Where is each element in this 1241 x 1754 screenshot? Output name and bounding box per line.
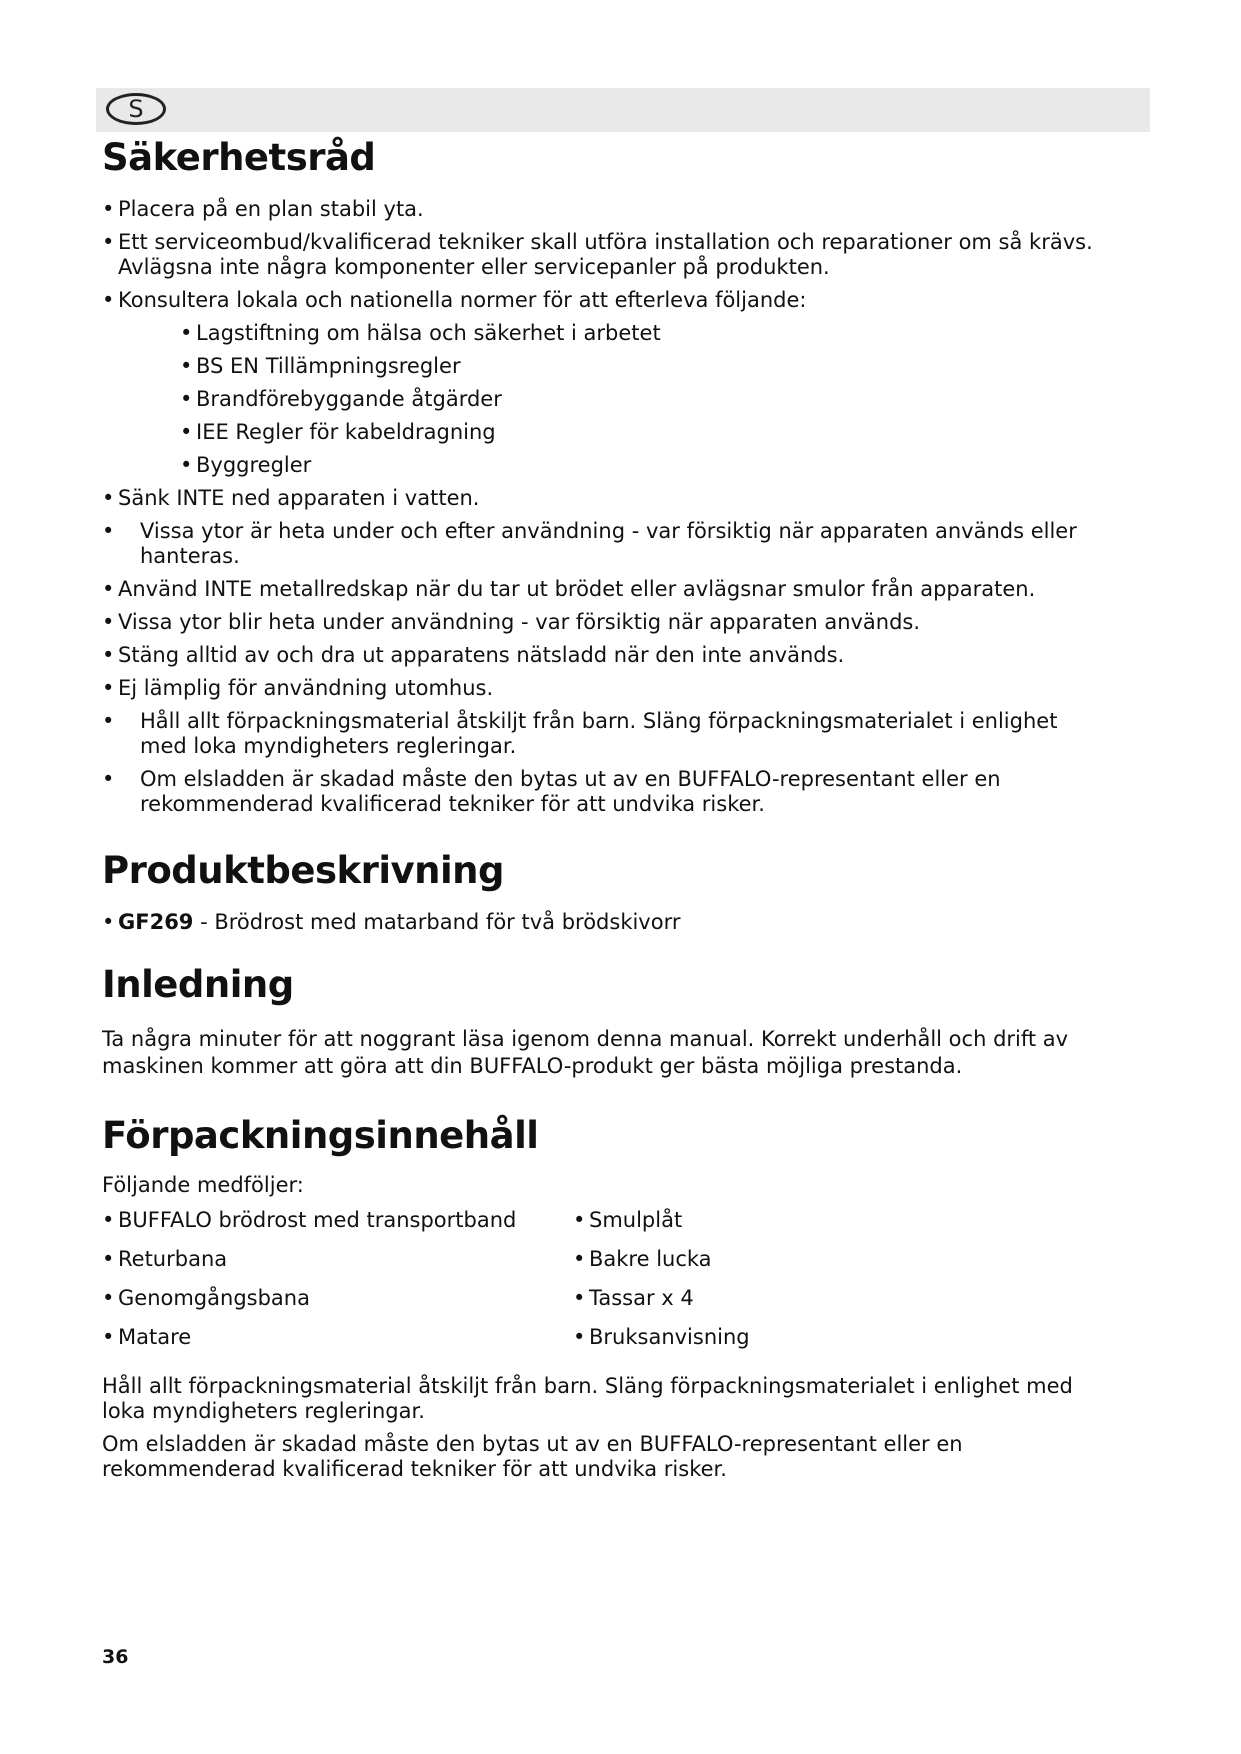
model-code: GF269 [118,910,194,934]
package-item: • Genomgångsbana [102,1286,573,1311]
package-item: • Returbana [102,1247,573,1272]
safety-list [102,197,1142,817]
package-item: • Tassar x 4 [573,1286,1133,1311]
product-list [102,910,1142,935]
list-item [102,230,1142,280]
sub-list-item: • Brandförebyggande åtgärder [180,387,1142,412]
package-contents [102,1208,1142,1350]
package-lead: Följande medföljer: [102,1173,304,1197]
package-item: • BUFFALO brödrost med transportband [102,1208,573,1233]
package-note-2: Om elsladden är skadad måste den bytas ut av en BUFFALO-representant eller en rekommenderad kvalificerad tekniker för att undvika risker. [102,1432,963,1481]
list-item: • Stäng alltid av och dra ut apparatens nätsladd när den inte används. [102,643,1142,668]
list-item: • Vissa ytor blir heta under användning - var försiktig när apparaten används. [102,610,1142,635]
package-item: • Bakre lucka [573,1247,1133,1272]
list-item: • Håll allt förpackningsmaterial åtskiljt från barn. Släng förpackningsmaterialet i enlighet med loka myndigheters regleringar. [102,709,1142,759]
language-bar [96,88,1150,132]
sub-list-item: • IEE Regler för kabeldragning [180,420,1142,445]
package-item: • Matare [102,1325,573,1350]
list-item: • Om elsladden är skadad måste den bytas ut av en BUFFALO-representant eller en rekommenderad kvalificerad tekniker för att undvika risker. [102,767,1142,817]
list-item: • Använd INTE metallredskap när du tar ut brödet eller avlägsnar smulor från apparaten. [102,577,1142,602]
sub-list-item: • BS EN Tillämpningsregler [180,354,1142,379]
list-item: • Vissa ytor är heta under och efter användning - var försiktig när apparaten används eller hanteras. [102,519,1142,569]
language-badge: S [106,93,166,125]
list-item-text: Ett serviceombud/kvalificerad tekniker skall utföra installation och reparationer om så krävs. Avlägsna inte några komponenter eller servicepanler på produkten. [118,230,1093,279]
package-item: • Smulplåt [573,1208,1133,1233]
heading-product: Produktbeskrivning [102,849,505,892]
sub-list-item: • Lagstiftning om hälsa och säkerhet i arbetet [180,321,1142,346]
package-note-1: Håll allt förpackningsmaterial åtskiljt från barn. Släng förpackningsmaterialet i enlighet med loka myndigheters regleringar. [102,1374,1073,1423]
page-number: 36 [102,1646,129,1668]
list-item [102,910,1142,935]
list-item: • Placera på en plan stabil yta. [102,197,1142,222]
package-item: • Bruksanvisning [573,1325,1133,1350]
list-item: • Sänk INTE ned apparaten i vatten. [102,486,1142,511]
sub-list-item: • Byggregler [180,453,1142,478]
list-item: • Ej lämplig för användning utomhus. [102,676,1142,701]
page-content [102,136,1142,1482]
heading-safety: Säkerhetsråd [102,136,376,179]
heading-package: Förpackningsinnehåll [102,1114,539,1157]
heading-intro: Inledning [102,963,294,1006]
intro-text: Ta några minuter för att noggrant läsa igenom denna manual. Korrekt underhåll och drift av maskinen kommer att göra att din BUFFALO-produkt ger bästa möjliga prestanda. [102,1027,1069,1078]
list-item: • Konsultera lokala och nationella normer för att efterleva följande: [102,288,1142,313]
model-description: - Brödrost med matarband för två brödskivorr [193,910,681,934]
